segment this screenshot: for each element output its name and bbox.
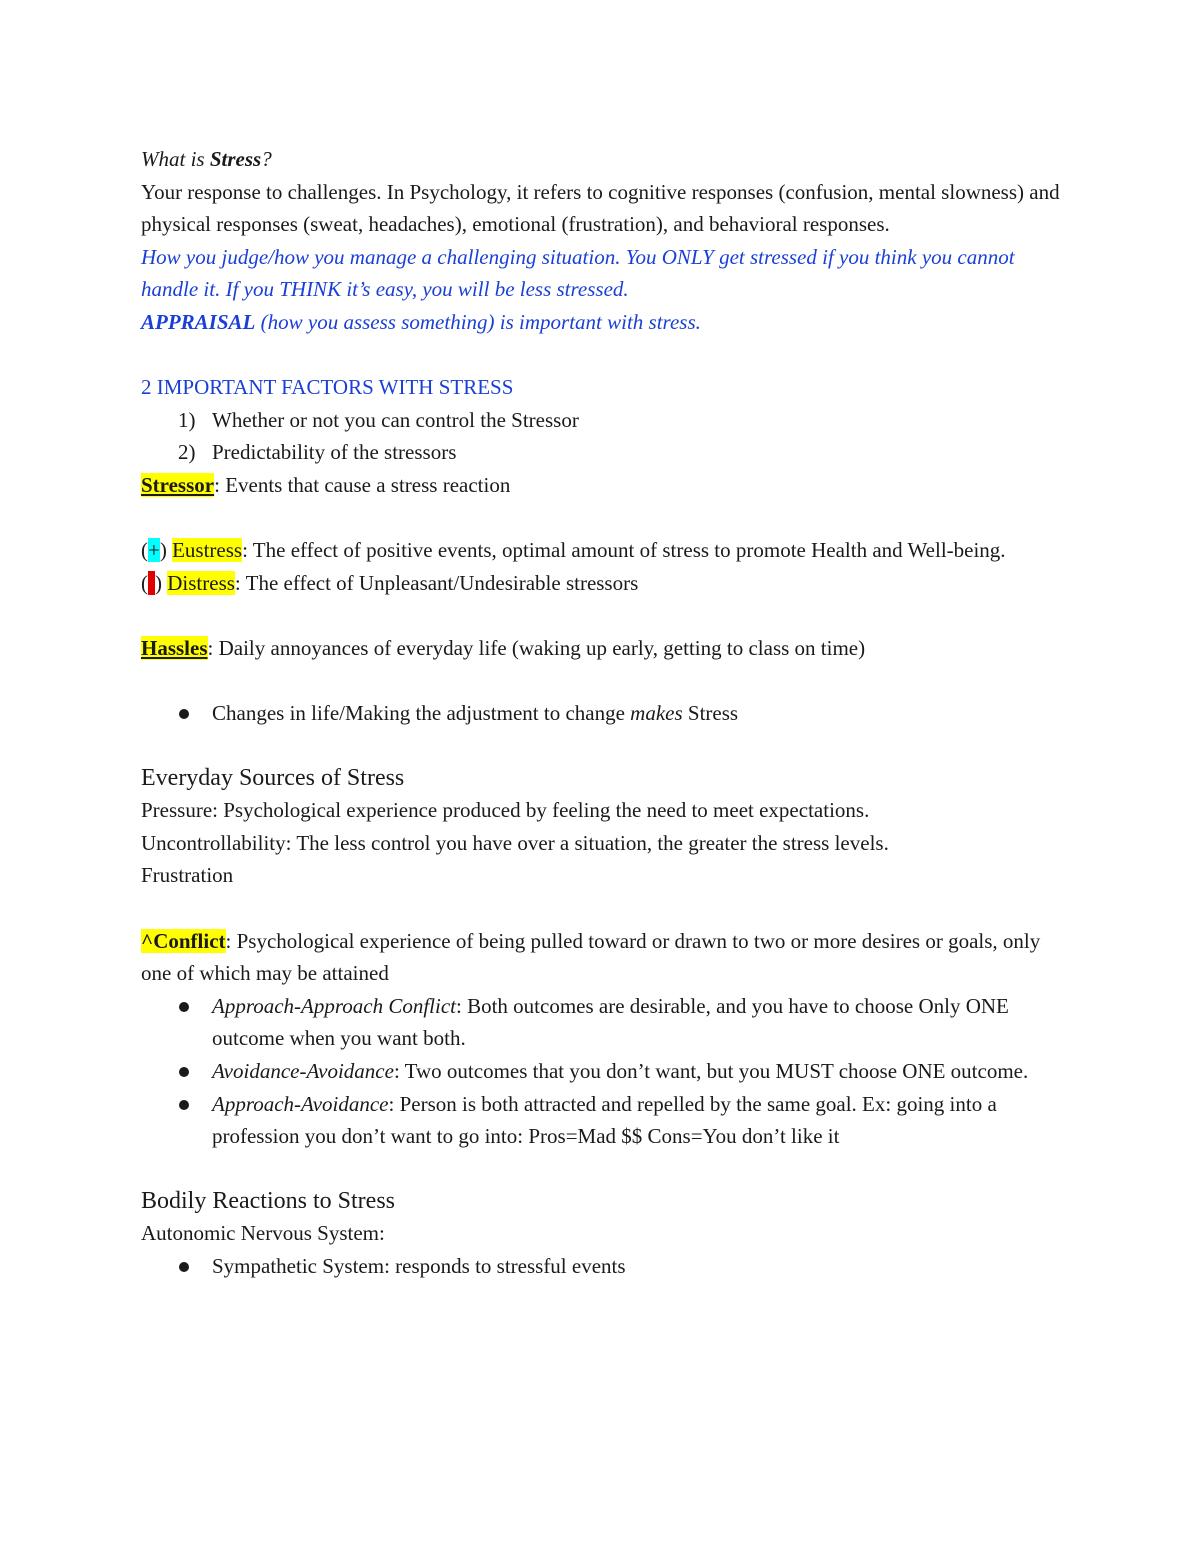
list-item: Avoidance-Avoidance: Two outcomes that you don’t want, but you MUST choose ONE outcome. [141, 1055, 1071, 1088]
bullet-icon [179, 1067, 189, 1077]
uncontrollability-definition: Uncontrollability: The less control you have over a situation, the greater the stress levels. [141, 830, 889, 855]
list-item: Sympathetic System: responds to stressful events [141, 1250, 1071, 1283]
list-item: Changes in life/Making the adjustment to change makes Stress [141, 697, 1071, 730]
stress-term: Stress [209, 147, 262, 171]
blue-note: How you judge/how you manage a challenging situation. You ONLY get stressed if you think you cannot handle it. If you THINK it’s easy, you will be less stressed. [141, 244, 1015, 302]
conflict-term: ^Conflict [141, 928, 226, 953]
eustress-definition: (+) Eustress: The effect of positive events, optimal amount of stress to promote Health and Well-being. [141, 538, 1006, 563]
bodily-heading: Bodily Reactions to Stress [141, 1187, 395, 1214]
bodily-list [141, 1250, 1071, 1283]
plus-sign: + [148, 538, 160, 563]
bullet-icon [179, 1262, 189, 1272]
list-item: 2) Predictability of the stressors [178, 440, 457, 465]
hassles-definition: Hassles: Daily annoyances of everyday life (waking up early, getting to class on time) [141, 635, 866, 660]
hassles-term: Hassles [141, 635, 208, 660]
list-item: 1) Whether or not you can control the Stressor [178, 407, 579, 432]
bullet-icon [179, 1002, 189, 1012]
minus-sign: - [148, 570, 155, 595]
stress-definition: Your response to challenges. In Psychology, it refers to cognitive responses (confusion, mental slowness) and physical responses (sweat, headaches), emotional (frustration), and behavioral responses. [141, 179, 1060, 237]
stressor-term: Stressor [141, 472, 215, 497]
factors-heading: 2 IMPORTANT FACTORS WITH STRESS [141, 375, 514, 400]
stressor-definition: Stressor: Events that cause a stress reaction [141, 472, 511, 497]
eustress-term: Eustress [172, 538, 243, 563]
appraisal-term: APPRAISAL [141, 309, 256, 334]
list-item: Approach-Approach Conflict: Both outcomes are desirable, and you have to choose Only ONE outcome when you want both. [141, 990, 1071, 1055]
appraisal-note: APPRAISAL (how you assess something) is important with stress. [141, 309, 701, 334]
conflict-list [141, 990, 1071, 1153]
bullet-icon [179, 1100, 189, 1110]
ans-label: Autonomic Nervous System: [141, 1221, 385, 1246]
bullet-icon [179, 709, 189, 719]
document-content [141, 143, 1071, 1283]
list-item: Approach-Avoidance: Person is both attracted and repelled by the same goal. Ex: going into a profession you don’t want to go into: Pros=Mad $$ Cons=You don’t like it [141, 1088, 1071, 1153]
conflict-definition: ^Conflict: Psychological experience of being pulled toward or drawn to two or more desires or goals, only one of which may be attained [141, 928, 1041, 986]
sources-heading: Everyday Sources of Stress [141, 764, 405, 791]
pressure-definition: Pressure: Psychological experience produced by feeling the need to meet expectations. [141, 798, 870, 823]
distress-definition: (-) Distress: The effect of Unpleasant/Undesirable stressors [141, 570, 639, 595]
intro-title: What is Stress? [141, 147, 272, 171]
factors-list [141, 404, 1071, 469]
frustration-label: Frustration [141, 863, 234, 888]
hassles-list [141, 697, 1071, 730]
distress-term: Distress [167, 570, 235, 595]
